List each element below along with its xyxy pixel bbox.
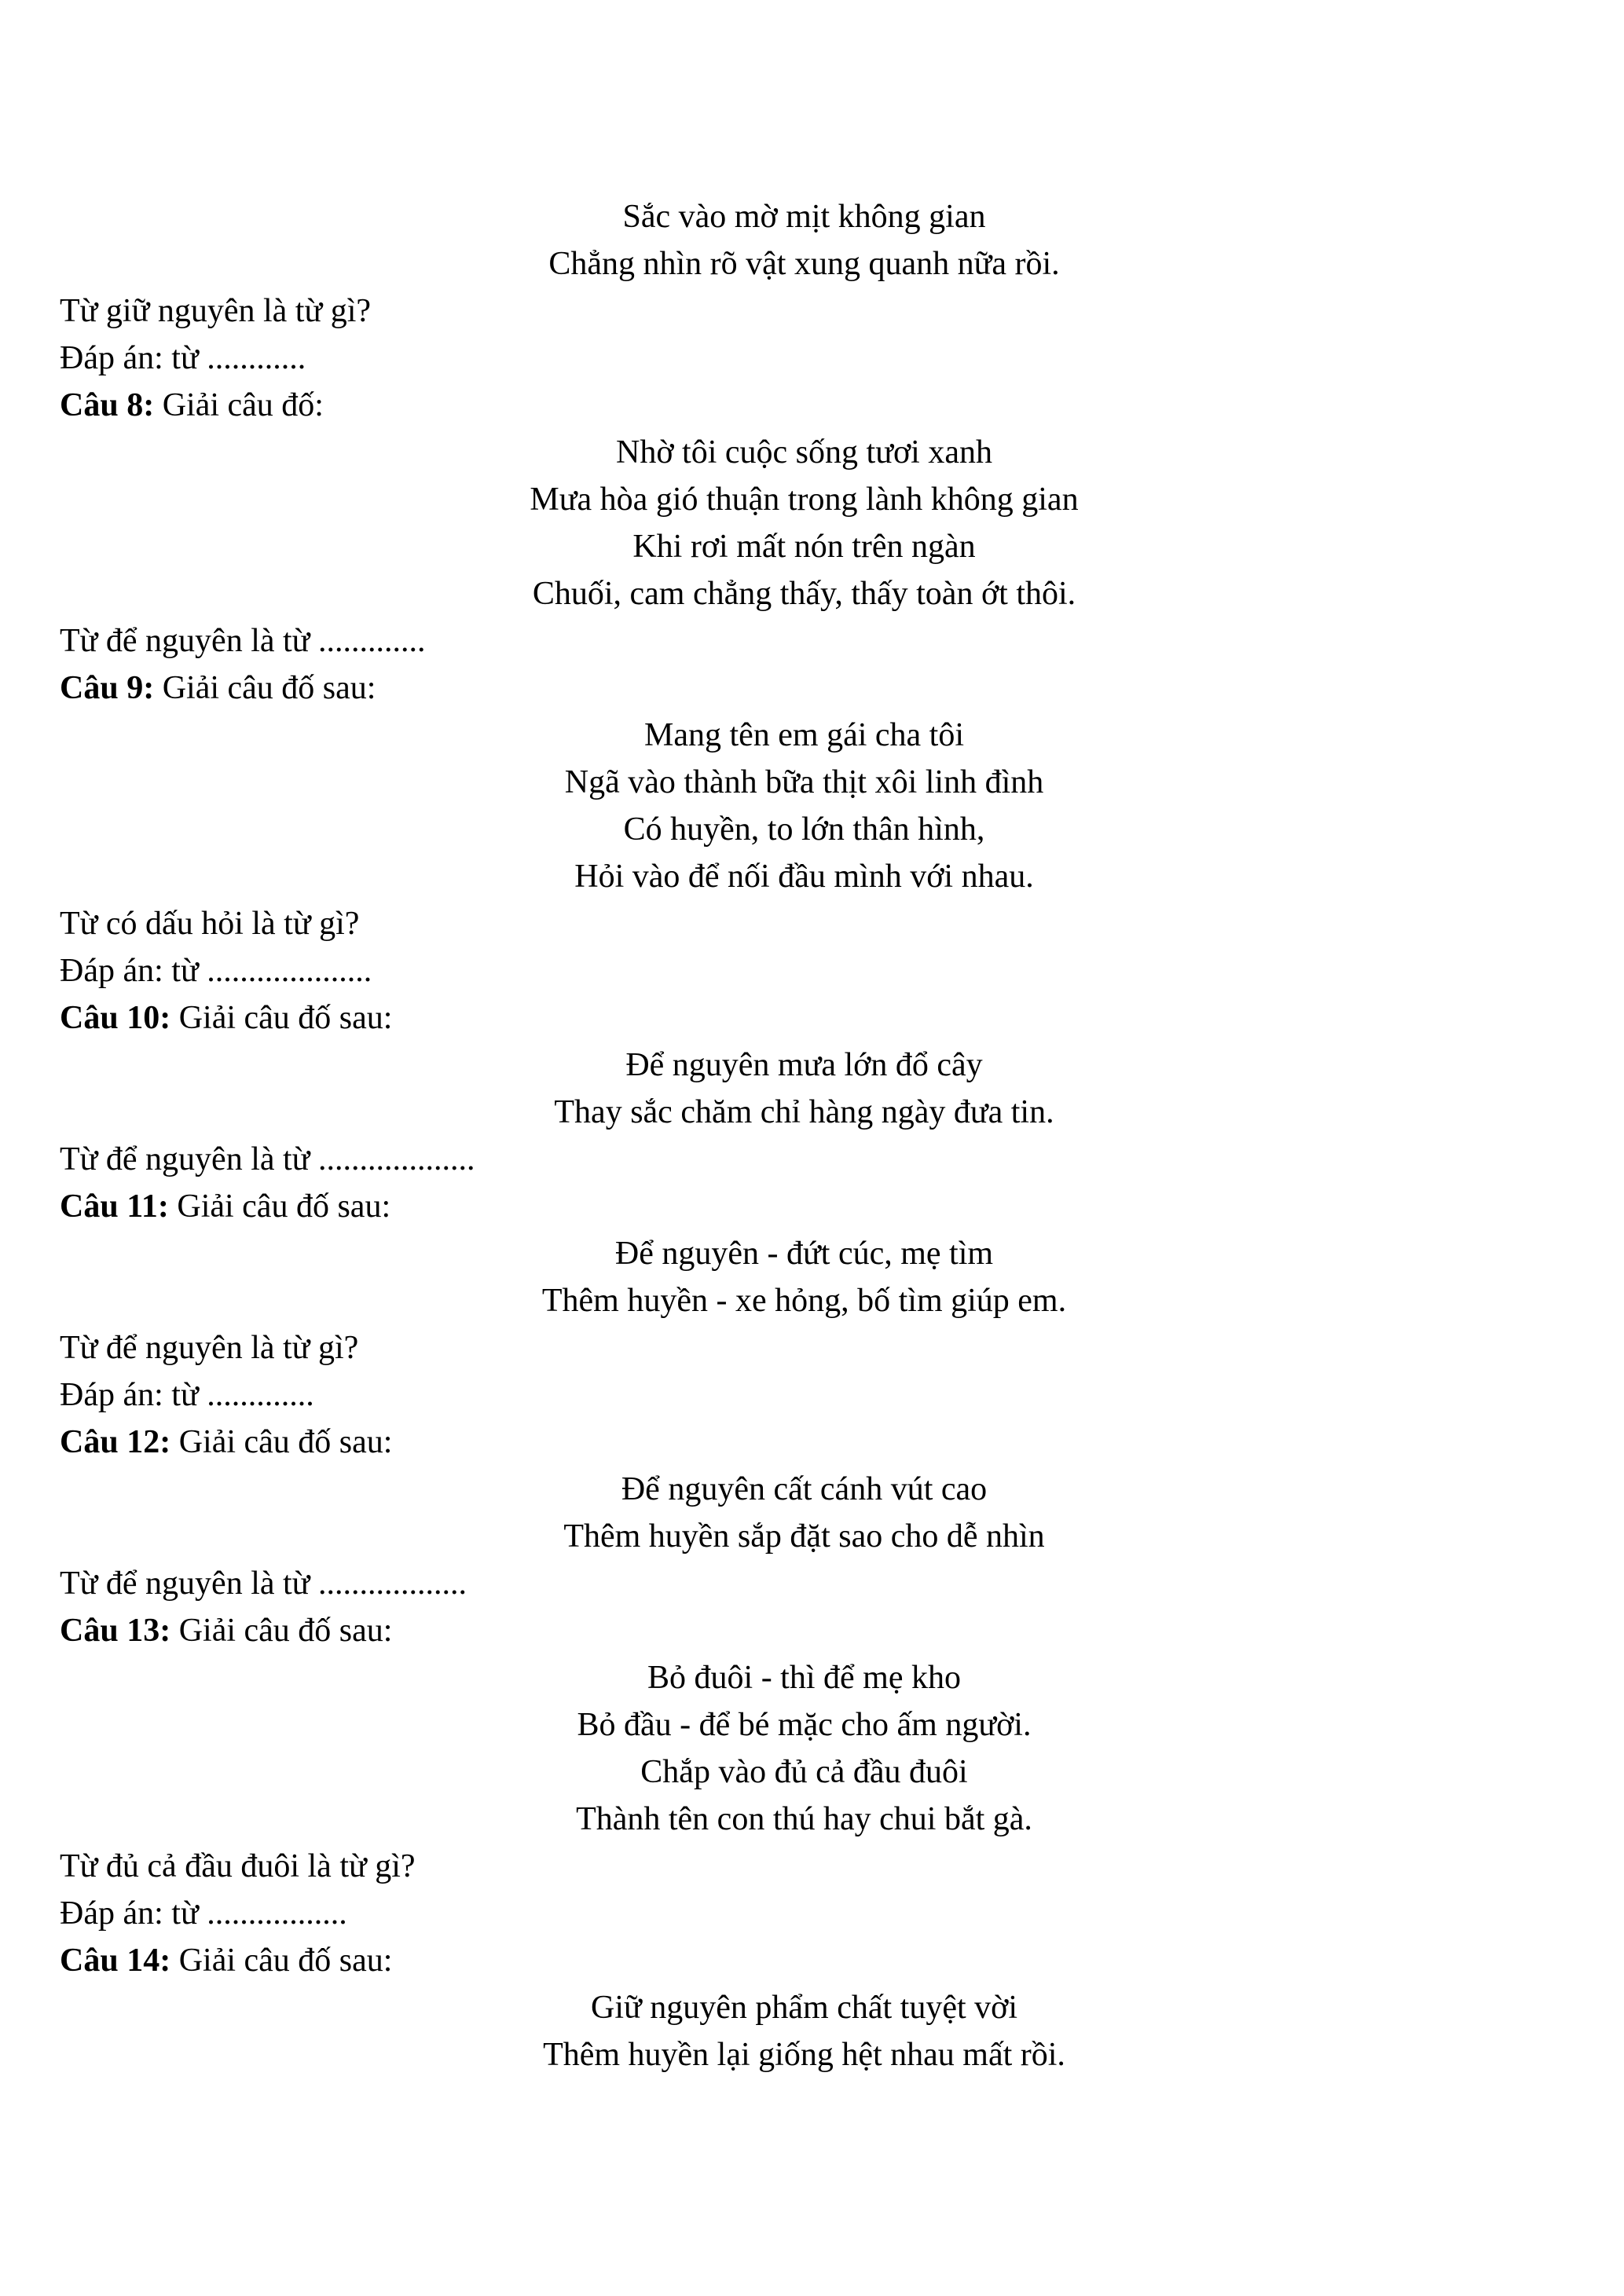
question-line: Từ đủ cả đầu đuôi là từ gì? [60,1848,416,1884]
riddle-prompt: Giải câu đố sau: [170,1613,393,1649]
poem-line: Thêm huyền lại giống hệt nhau mất rồi. [543,2037,1065,2073]
riddle-prompt: Giải câu đố sau: [154,670,376,706]
riddle-heading [0,1183,1624,1230]
riddle-heading [0,994,1624,1042]
riddle-number: Câu 9: [60,670,155,706]
riddle-prompt: Giải câu đố sau: [170,1943,393,1979]
riddle-number: Câu 13: [60,1613,171,1649]
question-line: Từ để nguyên là từ .................. [60,1565,467,1602]
poem-line: Chắp vào đủ cả đầu đuôi [640,1754,968,1790]
riddle-heading [0,1607,1624,1654]
poem-line: Bỏ đầu - để bé mặc cho ấm người. [577,1707,1032,1743]
riddle-prompt: Giải câu đố sau: [170,1000,393,1036]
poem-line: Thành tên con thú hay chui bắt gà. [576,1801,1032,1837]
poem-line: Có huyền, to lớn thân hình, [623,811,985,848]
poem-line: Thêm huyền sắp đặt sao cho dễ nhìn [563,1518,1045,1554]
poem-line: Giữ nguyên phẩm chất tuyệt vời [590,1990,1018,2026]
poem-line: Thay sắc chăm chỉ hàng ngày đưa tin. [554,1094,1054,1130]
question-line: Từ để nguyên là từ gì? [60,1330,359,1366]
poem-line: Thêm huyền - xe hỏng, bố tìm giúp em. [541,1283,1067,1319]
poem-line: Để nguyên cất cánh vút cao [621,1471,988,1507]
poem-line: Để nguyên mưa lớn đổ cây [625,1047,983,1083]
answer-line: Đáp án: từ ............. [60,1377,314,1413]
poem-line: Mang tên em gái cha tôi [643,717,965,753]
riddle-prompt: Giải câu đố: [154,387,324,423]
riddle-prompt: Giải câu đố sau: [170,1424,393,1460]
riddle-heading [0,382,1624,429]
poem-line: Khi rơi mất nón trên ngàn [632,529,976,565]
poem-line: Chẳng nhìn rõ vật xung quanh nữa rồi. [548,246,1060,282]
poem-line: Chuối, cam chẳng thấy, thấy toàn ớt thôi. [532,576,1076,612]
question-line: Từ để nguyên là từ ............. [60,623,426,659]
riddle-number: Câu 10: [60,1000,171,1036]
riddle-number: Câu 8: [60,387,155,423]
answer-line: Đáp án: từ ................. [60,1895,347,1932]
poem-line: Để nguyên - đứt cúc, mẹ tìm [614,1236,994,1272]
riddle-heading [0,1937,1624,1984]
question-line: Từ để nguyên là từ ................... [60,1141,475,1177]
riddle-heading [0,665,1624,712]
poem-line: Ngã vào thành bữa thịt xôi linh đình [564,764,1044,800]
poem-line: Nhờ tôi cuộc sống tươi xanh [616,434,992,471]
riddle-number: Câu 11: [60,1188,169,1225]
poem-line: Sắc vào mờ mịt không gian [622,199,986,235]
question-line: Từ giữ nguyên là từ gì? [60,293,372,329]
poem-line: Bỏ đuôi - thì để mẹ kho [647,1660,961,1696]
question-line: Từ có dấu hỏi là từ gì? [60,906,360,942]
riddle-heading [0,1419,1624,1466]
riddle-prompt: Giải câu đố sau: [168,1188,391,1225]
answer-line: Đáp án: từ ............ [60,340,306,376]
poem-line: Hỏi vào để nối đầu mình với nhau. [574,859,1034,895]
answer-line: Đáp án: từ .................... [60,953,372,989]
riddle-number: Câu 12: [60,1424,171,1460]
riddle-number: Câu 14: [60,1943,171,1979]
poem-line: Mưa hòa gió thuận trong lành không gian [530,482,1079,518]
